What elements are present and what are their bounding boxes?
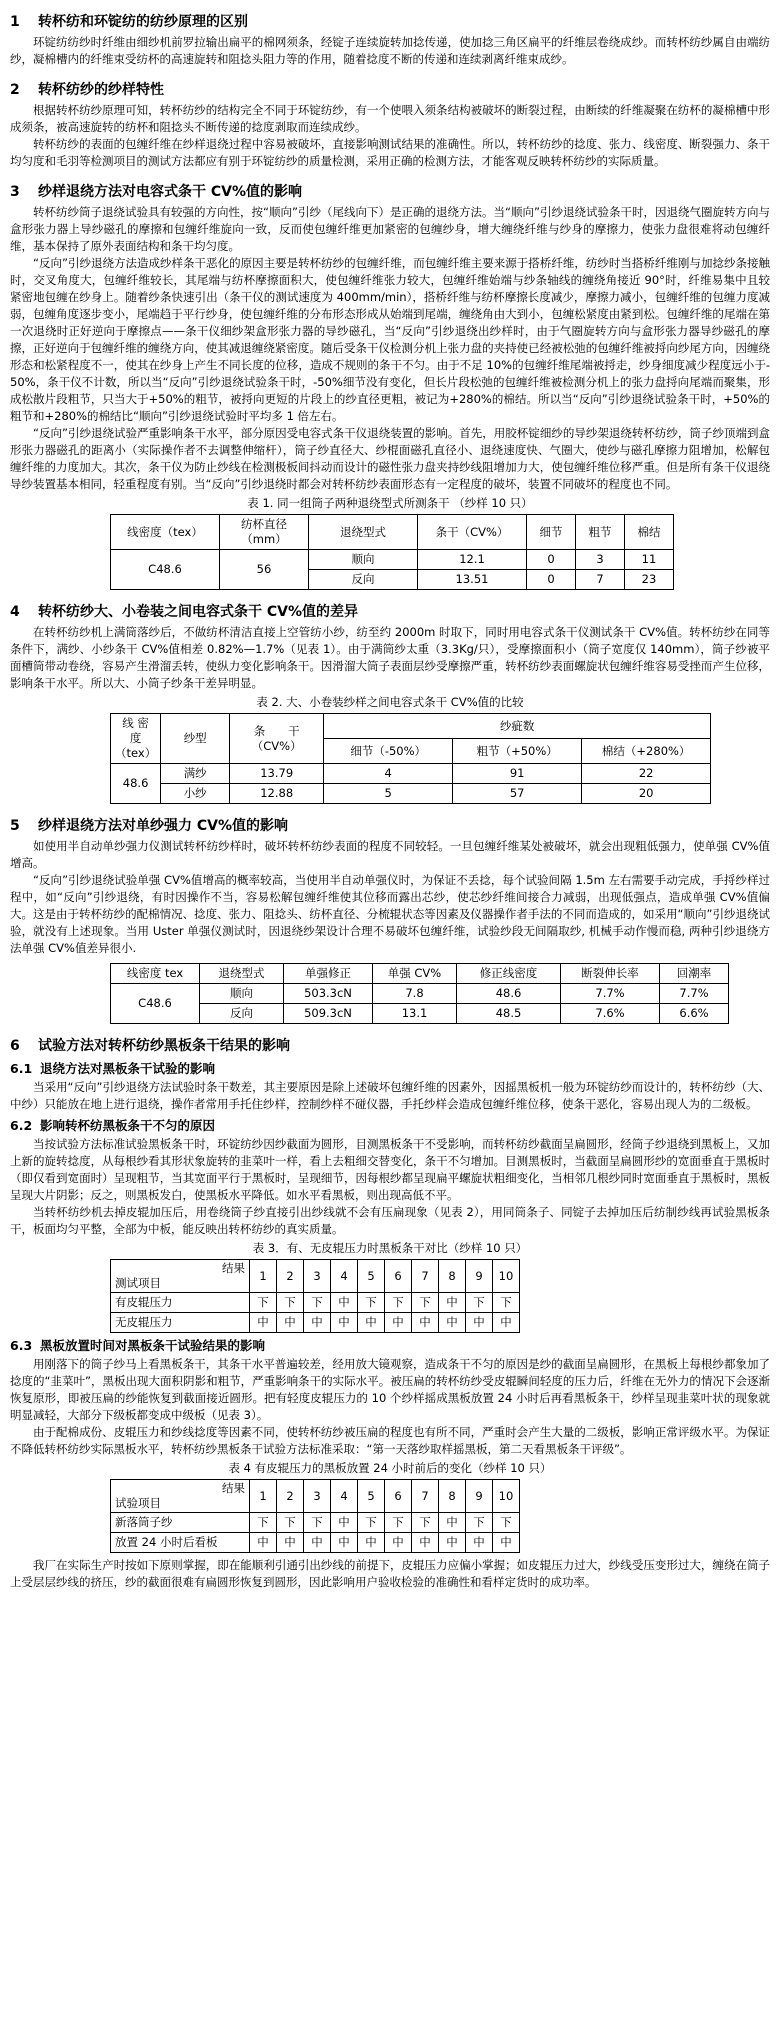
table-cell: 中 bbox=[331, 1513, 358, 1533]
table-row bbox=[111, 550, 674, 570]
section-title: 试验方法对转杯纺纱黑板条干结果的影响 bbox=[38, 1038, 290, 1054]
diagonal-header-cell bbox=[111, 1260, 250, 1293]
table-cell: 57 bbox=[453, 784, 582, 804]
header-cell: 1 bbox=[250, 1480, 277, 1513]
table-cell: 中 bbox=[493, 1533, 520, 1553]
table-row bbox=[111, 1004, 729, 1024]
table-cell: 中 bbox=[493, 1313, 520, 1333]
table-cell: 48.6 bbox=[457, 984, 561, 1004]
section-number: 1 bbox=[10, 14, 20, 30]
table-cell: 3 bbox=[576, 550, 625, 570]
table-5 bbox=[110, 1479, 520, 1553]
subsection-title: 退绕方法对黑板条干试验的影响 bbox=[40, 1061, 216, 1076]
table-cell: 中 bbox=[331, 1293, 358, 1313]
header-cell: 细节（-50%） bbox=[324, 739, 453, 764]
table-cell: 下 bbox=[277, 1513, 304, 1533]
table-cell: 中 bbox=[358, 1533, 385, 1553]
subsection-6-1-heading bbox=[10, 1060, 770, 1078]
table-cell: 91 bbox=[453, 764, 582, 784]
table-cell: 0 bbox=[527, 570, 576, 590]
table-cell: 7 bbox=[576, 570, 625, 590]
header-cell: 粗节（+50%） bbox=[453, 739, 582, 764]
section-5-heading bbox=[10, 816, 770, 836]
table-cell: 小纱 bbox=[161, 784, 230, 804]
table-cell: 中 bbox=[250, 1313, 277, 1333]
header-cell: 10 bbox=[493, 1260, 520, 1293]
table-cell: 6.6% bbox=[660, 1004, 729, 1024]
paragraph: 我厂在实际生产时按如下原则掌握，即在能顺利引通引出纱线的前提下，皮辊压力应偏小掌握；如皮辊压力过大，纱线受压变形过大，缠绕在筒子上受层层纱线的挤压，纱的截面很难有扁圆形恢复到圆形，因此影响用户验收检验的准确性和看样定货时的成功率。 bbox=[10, 1558, 770, 1589]
paragraph: 在转杯纺纱机上满筒落纱后，不做纺杯清洁直接上空管纺小纱，纺至约 2000m 时取下，同时用电容式条干仪测试条干 CV%值。转杯纺纱在同等条件下，满纱、小纱条干 CV%值相差 0.82%—1.7%（见表 1）。由于满筒纱太重（3.3Kg/只），受摩擦面积小（筒子宽度仅 140mm），筒子纱被平面槽筒带动卷绕，容易产生滑溜丢转，使纵力变化影响条干。因滑溜大筒子表面层纱受摩擦严重，转杯纺纱表面螺旋状包缠纤维容易受挫而产生位移，影响条干水平。所以大、小筒子纱条干差异明显。 bbox=[10, 625, 770, 690]
document-page bbox=[10, 0, 770, 1591]
table-cell: 中 bbox=[439, 1313, 466, 1333]
header-cell: 线密度 tex bbox=[111, 964, 200, 984]
table-cell: 5 bbox=[324, 784, 453, 804]
subsection-title: 黑板放置时间对黑板条干试验结果的影响 bbox=[40, 1338, 266, 1353]
table-cell: 下 bbox=[250, 1293, 277, 1313]
table-row bbox=[111, 1293, 520, 1313]
paragraph: 当转杯纺纱机去掉皮辊加压后，用卷绕筒子纱直接引出纱线就不会有压扁现象（见表 2），用同筒条子、同锭子去掉加压后纺制纱线再试验黑板条干，板面均匀平整，全部为中板，能反映出转杯纺纱的真实质量。 bbox=[10, 1205, 770, 1236]
table-cell: 中 bbox=[439, 1293, 466, 1313]
header-cell: 退绕型式 bbox=[200, 964, 284, 984]
header-cell: 3 bbox=[304, 1480, 331, 1513]
table-cell: C48.6 bbox=[111, 984, 200, 1024]
subsection-number: 6.1 bbox=[10, 1061, 33, 1076]
subsection-number: 6.2 bbox=[10, 1118, 33, 1133]
header-result-label: 结果 bbox=[222, 1261, 245, 1275]
header-cell: 7 bbox=[412, 1480, 439, 1513]
paragraph: 当按试验方法标准试验黑板条干时，环锭纺纱因纱截面为圆形，目测黑板条干不受影响，而转杯纺纱截面呈扁圆形，经筒子纱退绕到黑板上，又加上新的旋转捻度，从每根纱看其形状象旋转的韭菜叶一样，看上去粗细交替变化，条干不匀增加。目测黑板时，当截面呈扁圆形纱的宽面垂直于黑板时（即仅看到宽面时）呈现粗节，当其宽面平行于黑板时，呈现细节，因每根纱都呈现扁平螺旋状粗细变化，当相邻几根纱同时宽面垂直于黑板时，黑板呈现大片阴影；反之，则黑板发白，使黑板水平降低。如水平看黑板，则出现高低不平。 bbox=[10, 1137, 770, 1202]
table-cell: 13.1 bbox=[373, 1004, 457, 1024]
table-cell: 0 bbox=[527, 550, 576, 570]
paragraph: 当采用“反向”引纱退绕方法试验时条干数差，其主要原因是除上述破坏包缠纤维的因素外，因摇黑板机一般为环锭纺纱而设计的，转杯纺纱（大、中纱）只能放在地上进行退绕，操作者常用手托住纱样，控制纱样不碰仪器，手托纱样会造成包缠纤维位移，使条干恶化，容易出现人为的二级板。 bbox=[10, 1080, 770, 1111]
header-cell: 修正线密度 bbox=[457, 964, 561, 984]
table-cell: 23 bbox=[625, 570, 674, 590]
table-cell: 下 bbox=[466, 1513, 493, 1533]
table-cell: 56 bbox=[220, 550, 309, 590]
table-cell: 中 bbox=[412, 1533, 439, 1553]
row-label: 放置 24 小时后看板 bbox=[111, 1533, 250, 1553]
table-cell: C48.6 bbox=[111, 550, 220, 590]
table-header-row bbox=[111, 1480, 520, 1513]
section-number: 3 bbox=[10, 184, 20, 200]
header-cell: 纺杯直径（mm） bbox=[220, 515, 309, 550]
header-cell: 1 bbox=[250, 1260, 277, 1293]
header-cell: 纱型 bbox=[161, 714, 230, 764]
header-cell: 线 密 度（tex） bbox=[111, 714, 161, 764]
table-4-caption: 表 3．有、无皮辊压力时黑板条干对比（纱样 10 只） bbox=[252, 1241, 528, 1255]
table-row bbox=[111, 764, 711, 784]
table-header-row bbox=[111, 515, 674, 550]
table-cell: 48.5 bbox=[457, 1004, 561, 1024]
table-cell: 中 bbox=[466, 1533, 493, 1553]
table-cell: 下 bbox=[493, 1293, 520, 1313]
table-cell: 顺向 bbox=[200, 984, 284, 1004]
table-cell: 11 bbox=[625, 550, 674, 570]
section-number: 6 bbox=[10, 1038, 20, 1054]
paragraph: “反向”引纱退绕试验严重影响条干水平，部分原因受电容式条干仪退绕装置的影响。首先，用胶杯锭细纱的导纱架退绕转杯纺纱，筒子纱顶端到盒形张力器磁孔的距离小（实际操作者不去调整伸缩杆），筒子纱直径大、纱棍面磁孔直径小、退绕速度快、气圈大，使纱与磁孔摩擦力阻增加，松解包缠纤维的力度加大。其次，条干仪为防止纱线在检测极板间抖动而设计的磁性张力盘夹持纱线阻增加力大，使包缠纤维位移严重。但是所有条干仪退绕导纱装置基本相同，轻重程度有别。当“反向”引纱退绕时都会对转杯纺纱表面形态有一定程度的破坏，装置不同破坏的程度也不同。 bbox=[10, 426, 770, 491]
subsection-number: 6.3 bbox=[10, 1338, 33, 1353]
table-cell: 中 bbox=[331, 1313, 358, 1333]
header-cell: 4 bbox=[331, 1480, 358, 1513]
header-cell: 纱疵数 bbox=[324, 714, 711, 739]
table-cell: 20 bbox=[582, 784, 711, 804]
paragraph: 转杯纺纱筒子退绕试验具有较强的方向性，按“顺向”引纱（尾线向下）是正确的退绕方法。当“顺向”引纱退绕试验条干时，因退绕气圈旋转方向与盒形张力器上导纱磁孔的摩擦和包缠纤维旋向一致，反而使包缠纤维更加紧密的包缠纱身，增大缠绕纤维与纱身的摩擦力，使张力盘很难将动包缠纤维，基本保持了原外表面结构和条干均匀度。 bbox=[10, 205, 770, 253]
paragraph: 环锭纺纺纱时纤维由细纱机前罗拉输出扁平的棉网须条，经锭子连续旋转加捻传递，使加捻三角区扁平的纤维层卷绕成纱。而转杯纺纱属自由端纺纱，凝棉槽内的纤维束受纺杯的高速旋转和阻捻头阻力等的作用，随着捻度不断的传递和连续剥离纤维束成纱。 bbox=[10, 35, 770, 66]
table-cell: 下 bbox=[304, 1293, 331, 1313]
section-2-heading bbox=[10, 80, 770, 100]
section-number: 5 bbox=[10, 818, 20, 834]
table-cell: 中 bbox=[385, 1313, 412, 1333]
table-1 bbox=[110, 514, 674, 590]
header-cell: 线密度（tex） bbox=[111, 515, 220, 550]
header-cell: 单强 CV% bbox=[373, 964, 457, 984]
paragraph: 用刚落下的筒子纱马上看黑板条干，其条干水平普遍较差，经用放大镜观察，造成条干不匀的原因是纱的截面呈扁圆形，在黑板上每根纱都象加了捻度的“韭菜叶”，黑板出现大面积阴影和粗节，严重影响条干的实际水平。被压扁的转杯纺纱受皮辊瞬间轻度的压力后，纤维在无外力的情况下会逐渐恢复原形，即被压扁的纱能恢复到截面接近圆形。把有轻度皮辊压力的 10 个纱样摇成黑板放置 24 小时后再看黑板条干，纱样呈现韭菜叶状的现象就明显减轻，大部分下级板都变成中级板（见表 3）。 bbox=[10, 1357, 770, 1422]
header-cell: 2 bbox=[277, 1480, 304, 1513]
table-header-row bbox=[111, 714, 711, 739]
paragraph: “反向”引纱退绕试验单强 CV%值增高的概率较高，当使用半自动单强仪时，为保证不丢捻，每个试验间隔 1.5m 左右需要手动完成，手捋纱样过程中，如“反向”引纱退绕，有时因操作不当，容易松解包缠纤维使其位移而露出芯纱，使芯纱纤维间接合力减弱，出现低强点，造成单强 CV%值偏大。这是由于转杯纺纱的配棉情况、捻度、张力、阻捻头、纺杯直径、分梳辊状态等因素及仪器操作者手法的不同而造成的，如采用“顺向”引纱退绕试验，就没有上述现象。当用 Uster 单强仪测试时，因退绕纱架设计合理不易破坏包缠纤维，试验纱段无间隔取纱, 机械手动作慢而稳, 两种引纱退绕方法单强 CV%值差异很小. bbox=[10, 873, 770, 955]
paragraph: 由于配棉成份、皮辊压力和纱线捻度等因素不同，使转杯纺纱被压扁的程度也有所不同，严重时会产生大量的二级板，影响正常评级水平。为保证不降低转杯纺纱实际黑板水平，转杯纺纱黑板条干试验方法标准采取：“第一天落纱取样摇黑板，第二天看黑板条干评级”。 bbox=[10, 1425, 770, 1456]
table-row bbox=[111, 1513, 520, 1533]
table-cell: 下 bbox=[412, 1293, 439, 1313]
subsection-6-2-heading bbox=[10, 1117, 770, 1135]
header-cell: 7 bbox=[412, 1260, 439, 1293]
header-cell: 9 bbox=[466, 1480, 493, 1513]
header-cell: 6 bbox=[385, 1480, 412, 1513]
section-6-heading bbox=[10, 1036, 770, 1056]
table-cell: 下 bbox=[385, 1513, 412, 1533]
table-header-row bbox=[111, 1260, 520, 1293]
header-cell: 细节 bbox=[527, 515, 576, 550]
table-cell: 反向 bbox=[309, 570, 418, 590]
table-row bbox=[111, 784, 711, 804]
table-cell: 下 bbox=[493, 1513, 520, 1533]
table-1-caption: 表 1. 同一组筒子两种退绕型式所测条干 （纱样 10 只） bbox=[247, 496, 533, 510]
table-cell: 下 bbox=[304, 1513, 331, 1533]
section-title: 转杯纺纱的纱样特性 bbox=[38, 82, 164, 98]
section-number: 2 bbox=[10, 82, 20, 98]
table-cell: 中 bbox=[439, 1533, 466, 1553]
diagonal-header-cell bbox=[111, 1480, 250, 1513]
table-cell: 7.7% bbox=[561, 984, 660, 1004]
subsection-title: 影响转杯纺黑板条干不匀的原因 bbox=[40, 1118, 216, 1133]
section-title: 纱样退绕方法对单纱强力 CV%值的影响 bbox=[38, 818, 289, 834]
table-cell: 下 bbox=[358, 1293, 385, 1313]
table-3 bbox=[110, 963, 729, 1024]
header-cell: 退绕型式 bbox=[309, 515, 418, 550]
header-item-label: 测试项目 bbox=[115, 1276, 161, 1290]
table-cell: 4 bbox=[324, 764, 453, 784]
header-cell: 6 bbox=[385, 1260, 412, 1293]
table-cell: 中 bbox=[439, 1513, 466, 1533]
paragraph: “反向”引纱退绕方法造成纱样条干恶化的原因主要是转杯纺纱的包缠纤维，而包缠纤维主要来源于搭桥纤维，纺纱时当搭桥纤维刚与加捻纱条接触时，交叉角度大，包缠纤维较长，其尾端与纺杯摩擦面积大，使包缠纤维张力较大，包缠纤维始端与纱条轴线的缠绕角接近 90°时，纤维易集中且较紧密地包缠在纱身上。随着纱条快速引出（条干仪的测试速度为 400mm/min），搭桥纤维与纺杯摩擦长度减少，摩擦力减小，包缠纤维的包缠力度减弱，包缠角度逐步变小，尾端趋于平行纱身，使包缠纤维的分布形态形成从始端到尾端，缠绕角由大到小，包缠松紧度由紧到松。包缠纤维的尾端在第一次退绕时正好逆向于摩擦点——条干仪细纱架盒形张力器的导纱磁孔，当“反向”引纱退绕出纱样时，由于气圈旋转方向与盒形张力器导纱磁孔的摩擦，正好逆向于包缠纤维的缠绕方向，使其减退缠绕紧密度。随后受条干仪检测分机上张力盘的夹持使已经被松弛的包缠纤维被捋向纱尾方向，因缠绕形态和松紧程度不一，使其在纱身上产生不同长度的位移，造成不规则的条干不匀。由于不足 10%的包缠纤维尾端被捋走，纱身细度减少程度远小于-50%，条干仪不计数，所以当“反向”引纱退绕试验条干时，-50%细节没有变化，但长片段松弛的包缠纤维被检测分机上的张力盘捋向尾端而聚集，形成松散片段粗节，只当大于+50%的粗节，被捋向更短的片段上的纱直径更粗，被记为+280%的棉结。所以当“反向”引纱退绕试验条干时，+50%的粗节和+280%的棉结比“顺向”引纱退绕试验时平均多 1 倍左右。 bbox=[10, 256, 770, 423]
table-cell: 中 bbox=[385, 1533, 412, 1553]
header-cell: 棉结 bbox=[625, 515, 674, 550]
table-2-caption: 表 2. 大、小卷装纱样之间电容式条干 CV%值的比较 bbox=[256, 695, 524, 709]
table-cell: 中 bbox=[304, 1533, 331, 1553]
table-cell: 反向 bbox=[200, 1004, 284, 1024]
table-cell: 中 bbox=[304, 1313, 331, 1333]
table-4 bbox=[110, 1259, 520, 1333]
table-cell: 下 bbox=[412, 1513, 439, 1533]
header-cell: 9 bbox=[466, 1260, 493, 1293]
section-number: 4 bbox=[10, 604, 20, 620]
header-cell: 5 bbox=[358, 1480, 385, 1513]
table-header-row bbox=[111, 964, 729, 984]
header-cell: 8 bbox=[439, 1260, 466, 1293]
row-label: 新落筒子纱 bbox=[111, 1513, 250, 1533]
table-cell: 下 bbox=[466, 1293, 493, 1313]
table-cell: 中 bbox=[277, 1533, 304, 1553]
table-cell: 下 bbox=[250, 1513, 277, 1533]
paragraph: 根据转杯纺纱原理可知，转杯纺纱的结构完全不同于环锭纺纱，有一个使喂入须条结构被破坏的断裂过程，由断续的纤维凝聚在纺杯的凝棉槽中形成须条，被高速旋转的纺杯和阻捻头不断传递的捻度剥取而连续成纱。 bbox=[10, 103, 770, 134]
table-cell: 中 bbox=[358, 1313, 385, 1333]
header-item-label: 试验项目 bbox=[115, 1496, 161, 1510]
header-cell: 回潮率 bbox=[660, 964, 729, 984]
table-row bbox=[111, 1533, 520, 1553]
table-row bbox=[111, 984, 729, 1004]
paragraph: 如使用半自动单纱强力仪测试转杯纺纱样时，破坏转杯纺纱表面的程度不同较轻。一旦包缠纤维某处被破坏，就会出现粗低强力，使单强 CV%值增高。 bbox=[10, 839, 770, 870]
section-4-heading bbox=[10, 602, 770, 622]
table-cell: 509.3cN bbox=[284, 1004, 373, 1024]
section-title: 纱样退绕方法对电容式条干 CV%值的影响 bbox=[38, 184, 303, 200]
table-cell: 12.88 bbox=[230, 784, 324, 804]
row-label: 无皮辊压力 bbox=[111, 1313, 250, 1333]
row-label: 有皮辊压力 bbox=[111, 1293, 250, 1313]
table-cell: 7.6% bbox=[561, 1004, 660, 1024]
header-cell: 条 干（CV%） bbox=[230, 714, 324, 764]
table-cell: 中 bbox=[412, 1313, 439, 1333]
table-cell: 7.8 bbox=[373, 984, 457, 1004]
table-cell: 中 bbox=[277, 1313, 304, 1333]
table-cell: 下 bbox=[277, 1293, 304, 1313]
header-cell: 棉结（+280%） bbox=[582, 739, 711, 764]
subsection-6-3-heading bbox=[10, 1337, 770, 1355]
table-cell: 下 bbox=[385, 1293, 412, 1313]
table-row bbox=[111, 1313, 520, 1333]
header-result-label: 结果 bbox=[222, 1481, 245, 1495]
table-cell: 13.79 bbox=[230, 764, 324, 784]
section-3-heading bbox=[10, 182, 770, 202]
table-5-caption: 表 4 有皮辊压力的黑板放置 24 小时前后的变化（纱样 10 只） bbox=[228, 1461, 552, 1475]
table-cell: 12.1 bbox=[418, 550, 527, 570]
table-cell: 13.51 bbox=[418, 570, 527, 590]
header-cell: 5 bbox=[358, 1260, 385, 1293]
table-cell: 中 bbox=[331, 1533, 358, 1553]
table-cell: 48.6 bbox=[111, 764, 161, 804]
table-2 bbox=[110, 713, 711, 804]
header-cell: 10 bbox=[493, 1480, 520, 1513]
table-cell: 下 bbox=[358, 1513, 385, 1533]
section-title: 转杯纺纱大、小卷装之间电容式条干 CV%值的差异 bbox=[38, 604, 359, 620]
header-cell: 8 bbox=[439, 1480, 466, 1513]
table-cell: 中 bbox=[466, 1313, 493, 1333]
header-cell: 3 bbox=[304, 1260, 331, 1293]
table-cell: 中 bbox=[250, 1533, 277, 1553]
header-cell: 条干（CV%） bbox=[418, 515, 527, 550]
table-cell: 满纱 bbox=[161, 764, 230, 784]
section-1-heading bbox=[10, 12, 770, 32]
paragraph: 转杯纺纱的表面的包缠纤维在纱样退绕过程中容易被破坏，直接影响测试结果的准确性。所以，转杯纺纱的捻度、张力、线密度、断裂强力、条干均匀度和毛羽等检测项目的测试方法都应有别于环锭纺纱的质量检测，采用正确的检测方法，才能客观反映转杯纺纱的实际质量。 bbox=[10, 137, 770, 168]
header-cell: 单强修正 bbox=[284, 964, 373, 984]
table-cell: 503.3cN bbox=[284, 984, 373, 1004]
table-cell: 7.7% bbox=[660, 984, 729, 1004]
section-title: 转杯纺和环锭纺的纺纱原理的区别 bbox=[38, 14, 248, 30]
table-cell: 顺向 bbox=[309, 550, 418, 570]
table-cell: 22 bbox=[582, 764, 711, 784]
header-cell: 粗节 bbox=[576, 515, 625, 550]
header-cell: 2 bbox=[277, 1260, 304, 1293]
header-cell: 断裂伸长率 bbox=[561, 964, 660, 984]
header-cell: 4 bbox=[331, 1260, 358, 1293]
